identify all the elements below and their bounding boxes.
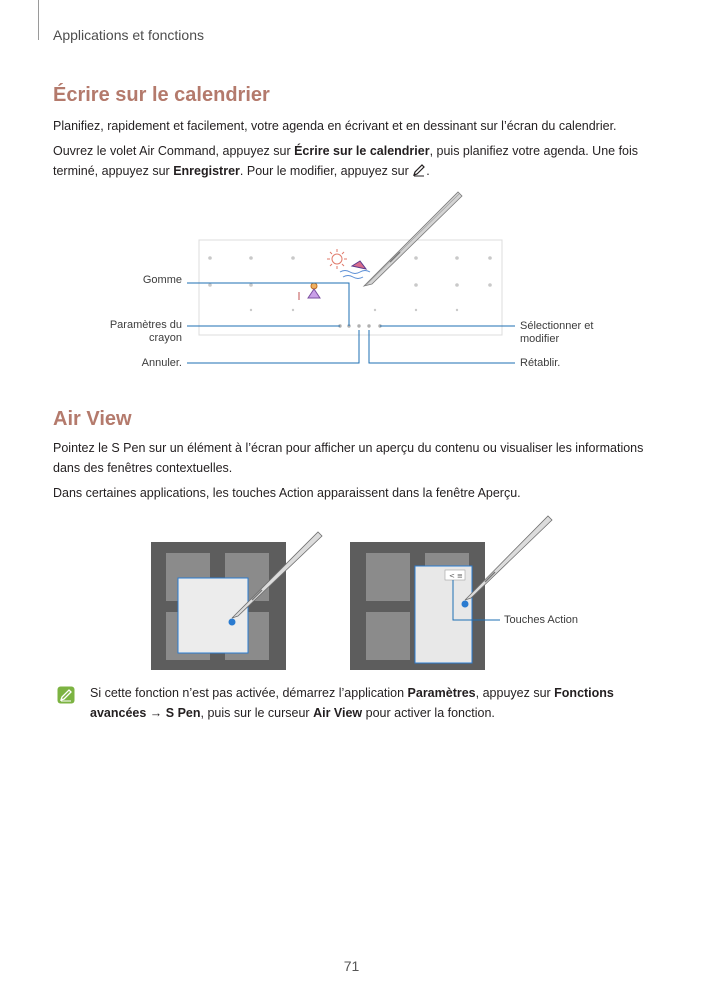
callout-eraser: Gomme xyxy=(142,274,182,286)
note-text: Si cette fonction n’est pas activée, démarrez l’application Paramètres, appuyez sur Fonctions avancées → S Pen, puis sur le curseur Air View pour activer la fonction. xyxy=(90,686,614,720)
section-title-calendar: Écrire sur le calendrier xyxy=(53,84,270,106)
share-icon: < xyxy=(449,572,455,580)
callout-undo: Annuler. xyxy=(141,357,182,369)
menu-icon: ≡ xyxy=(457,572,463,580)
callout-pen-settings: Paramètres du crayon xyxy=(109,319,182,344)
paragraph-calendar-steps: Ouvrez le volet Air Command, appuyez sur Écrire sur le calendrier, puis planifiez votre agenda. Une fois terminé, appuyez sur Enregistrer. Pour le modifier, appuyez sur . xyxy=(53,144,639,178)
paragraph-air-view-intro: Pointez le S Pen sur un élément à l’écran pour afficher un aperçu du contenu ou visualiser les informations dans des fenêtres contextuelles. xyxy=(53,441,644,475)
paragraph-calendar-intro: Planifiez, rapidement et facilement, votre agenda en écrivant et en dessinant sur l’écran du calendrier. xyxy=(53,119,617,133)
pen-pointer-left xyxy=(229,619,236,626)
page-number: 71 xyxy=(343,958,360,974)
pen-pointer-right xyxy=(462,601,469,608)
callout-select-edit: Sélectionner et modifier xyxy=(520,320,594,345)
callout-redo: Rétablir. xyxy=(520,357,561,369)
running-header: Applications et fonctions xyxy=(53,27,204,43)
callout-action-buttons: Touches Action xyxy=(504,614,578,626)
section-title-air-view: Air View xyxy=(53,408,132,430)
paragraph-air-view-actions: Dans certaines applications, les touches Action apparaissent dans la fenêtre Aperçu. xyxy=(53,486,521,500)
note-icon xyxy=(57,686,75,704)
preview-popup-right xyxy=(415,566,472,663)
